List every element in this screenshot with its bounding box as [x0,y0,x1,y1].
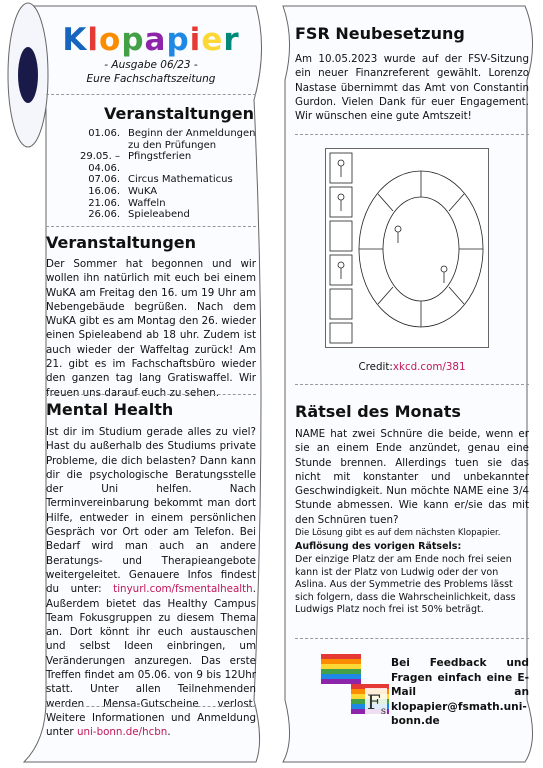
event-text: Waffeln [128,197,166,209]
fsr-body: Am 10.05.2023 wurde auf der FSV-Sitzung ein neuer Finanzreferent gewählt. Lorenzo Nastase übernimmt das Amt von Constantin Gurdon. Vielen Dank für euer Engagement. Wir wünschen eine gute Amtszeit! [295,53,529,123]
event-row [46,198,268,210]
divider [46,706,256,707]
mental-health-heading: Mental Health [46,400,174,419]
riddle-body: NAME hat zwei Schnüre die beide, wenn er sie an einem Ende anzündet, genau eine Stunde brennen. Allerdings tuen sie das nicht mit konstanter und unbekannter Geschwindigkeit. Nun möchte NAME eine 3/4 Stunde abmessen. Wie kann er/sie das mit den Schnüren tuen? [295,428,529,526]
right-roll [277,0,537,768]
events-article-body: Der Sommer hat begonnen und wir wollen ihn natürlich mit euch bei einem WuKA am Freitag den 16. um 19 Uhr am Nebengebäude begrüßen. Nach dem WuKA gibt es am Montag den 26. wieder einen Spieleabend ab 18 uhr. Zudem ist auch wieder der Waffeltag zurück! Am 21. gibt es im Fachschaftsbüro wieder den ganzen tag lang Gratiswaffel. Wir freuen uns darauf euch zu sehen. [46,258,256,399]
event-date: 01.06. [88,128,120,139]
event-date: 07.06. [88,174,120,186]
comic-credit: Credit:xkcd.com/381 [358,361,466,373]
tagline: Eure Fachschaftszeitung [86,73,216,85]
issue-number: - Ausgabe 06/23 - [104,59,198,71]
comic-illustration [326,149,488,347]
events-heading: Veranstaltungen [104,104,255,123]
event-date: 26.06. [88,209,120,221]
title-letter: p [121,22,145,58]
event-date [46,140,128,152]
footer-contact: Bei Feedback und Fragen einfach eine E-Mail an klopapier@fsmath.uni-bonn.de [391,657,529,727]
masthead-subtitle [46,58,256,86]
divider [46,94,256,95]
riddle-heading: Rätsel des Monats [295,402,461,421]
fsr-heading: FSR Neubesetzung [295,24,465,43]
title-letter: i [189,22,202,58]
xkcd-comic [325,148,489,348]
title-letter: K [62,22,88,58]
left-roll [6,0,266,768]
masthead-title [46,22,256,58]
prev-riddle-heading: Auflösung des vorigen Rätsels: [295,541,462,552]
events-list [46,128,268,221]
event-date: 16.06. [88,185,120,197]
title-letter: a [144,22,167,58]
event-text: Circus Mathematicus [128,174,233,186]
event-row [46,174,268,186]
riddle-solution-note: Die Lösung gibt es auf dem nächsten Klopapier. [295,528,501,538]
title-letter: l [87,22,100,58]
divider [46,226,256,227]
event-date: 21.06. [88,197,120,209]
xkcd-link[interactable]: xkcd.com/381 [392,361,466,373]
divider [295,384,529,385]
divider [295,134,529,135]
title-letter: r [223,22,240,58]
event-text: WuKA [128,185,158,197]
event-row [46,186,268,198]
event-text: zu den Prüfungen [128,139,217,151]
prev-riddle-body: Der einzige Platz der am Ende noch frei seien kann ist der Platz von Ludwig oder der von Aslina. Aus der Symmetrie des Problems lässt sich folgern, dass die Wahrscheinlichkeit, dass Ludwigs Platz noch frei ist 50% beträgt. [295,554,516,615]
title-letter: e [201,22,224,58]
events-article-heading: Veranstaltungen [46,233,197,252]
mental-health-link[interactable]: tinyurl.com/fsmentalhealth [113,583,253,596]
event-text: Pfingstferien [128,151,192,163]
event-date: 29.05. – 04.06. [80,151,120,174]
event-row [46,140,268,152]
hcbn-link[interactable]: uni-bonn.de/hcbn [76,726,168,739]
event-row [46,151,268,174]
divider [295,638,529,639]
logo-letter: $F_s$ [367,690,387,717]
event-text: Spieleabend [128,209,190,221]
title-letter: p [166,22,190,58]
event-row [46,209,268,221]
event-row [46,128,268,140]
mental-health-body: Ist dir im Studium gerade alles zu viel? Hast du außerhalb des Studiums private Probleme, die dich belasten? Dann kann dir die psychologische Beratungsstelle der Uni helfen. Nach Terminvereinbarung bekommt man dort Hilfe, entweder in einem persönlichen Gespräch vor Ort oder am Telefon. Bei Bedarf wird man auch an andere Beratungs- und Therapieangebote weitergeleitet. Genauere Infos findest du unter: tinyurl.com/fsmentalhealth. Außerdem bietet das Healthy Campus Team Fokusgruppen zu diesem Thema an. Dort könnt ihr euch austauschen und selbst Ideen einbringen, um Veränderungen anzuregen. Das erste Treffen findet am 05.06. von 9 bis 12Uhr statt. Unter allen Teilnehmenden werden Mensa-Gutscheine verlost. Weitere Informationen und Anmeldung unter uni-bonn.de/hcbn. [46,426,256,739]
event-text: Beginn der Anmeldungen [128,128,256,139]
divider [46,394,256,395]
title-letter: o [99,22,122,58]
